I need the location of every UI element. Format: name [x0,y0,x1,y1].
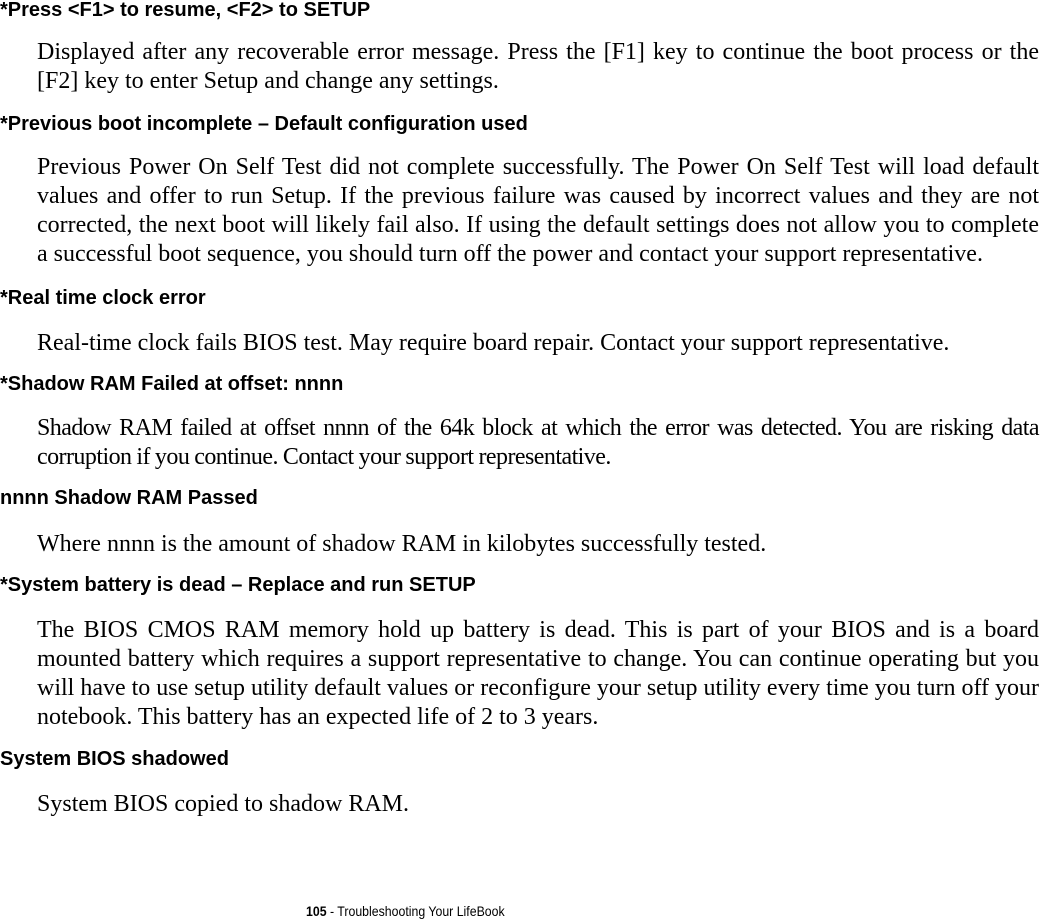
message-title: *Real time clock error [0,287,206,309]
message-description: The BIOS CMOS RAM memory hold up battery is dead. This is part of your BIOS and is a board mounted battery which requires a support representative to change. You can continue operating but you will have to use setup utility default values or reconfigure your setup utility every time you turn off your notebook. This battery has an expected life of 2 to 3 years. [37,617,1039,730]
message-title: *Shadow RAM Failed at offset: nnnn [0,373,344,395]
message-title: *Press <F1> to resume, <F2> to SETUP [0,0,371,21]
message-description: Shadow RAM failed at offset nnnn of the 64k block at which the error was detected. You are risking data corruption if you continue. Contact your support representative. [37,415,1039,470]
footer-section-title: Troubleshooting Your LifeBook [337,903,505,919]
page-footer [306,902,505,920]
message-description: System BIOS copied to shadow RAM. [37,791,409,817]
message-title: nnnn Shadow RAM Passed [0,487,258,509]
message-title: *Previous boot incomplete – Default configuration used [0,113,528,135]
message-description: Where nnnn is the amount of shadow RAM in kilobytes successfully tested. [37,531,767,557]
message-title: System BIOS shadowed [0,748,229,770]
message-description: Real-time clock fails BIOS test. May require board repair. Contact your support representative. [37,330,950,356]
message-description: Displayed after any recoverable error message. Press the [F1] key to continue the boot process or the [F2] key to enter Setup and change any settings. [37,39,1039,94]
page-number: 105 [306,903,327,919]
footer-separator: - [326,903,338,919]
message-description: Previous Power On Self Test did not complete successfully. The Power On Self Test will load default values and offer to run Setup. If the previous failure was caused by incorrect values and they are not corrected, the next boot will likely fail also. If using the default settings does not allow you to complete a successful boot sequence, you should turn off the power and contact your support representative. [37,154,1039,267]
message-title: *System battery is dead – Replace and run SETUP [0,574,476,596]
